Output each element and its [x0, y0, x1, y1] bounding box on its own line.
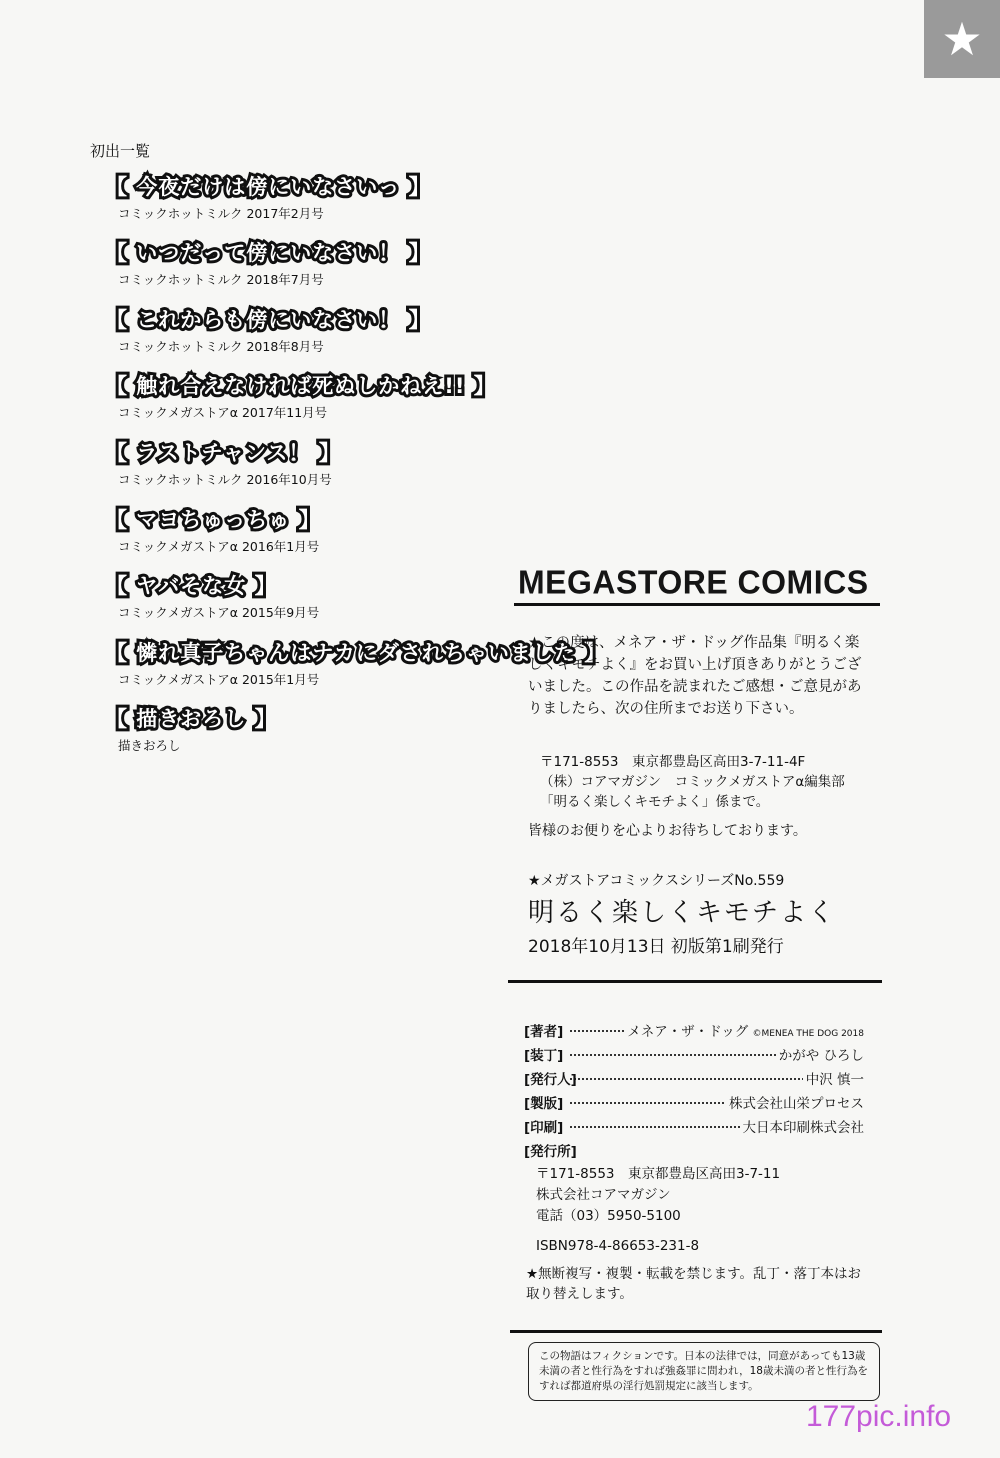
address-line: （株）コアマガジン コミックメガストアα編集部 [540, 774, 845, 790]
list-item [100, 371, 502, 421]
credit-row [524, 1044, 864, 1068]
story-source: コミックメガストアα 2015年1月号 [118, 672, 320, 687]
story-source: コミックホットミルク 2016年10月号 [118, 472, 332, 487]
address-line: 「明るく楽しくキモチよく」係まで。 [540, 794, 770, 810]
wait-message: 皆様のお便りを心よりお待ちしております。 [528, 823, 807, 839]
copyright-notice: ★無断複写・複製・転載を禁じます。乱丁・落丁本はお取り替えします。 [526, 1266, 862, 1302]
corner-star-icon: ★ [924, 0, 1000, 78]
list-item [100, 438, 347, 488]
credit-row [524, 1068, 864, 1092]
story-source: 描きおろし [118, 738, 181, 753]
brand-logo: MEGASTORE COMICS [518, 563, 869, 601]
list-item [100, 172, 437, 222]
credit-value: 大日本印刷株式会社 [740, 1116, 865, 1136]
credit-label: [発行人] [524, 1072, 577, 1088]
story-title: 【 ラストチャンス！ 】 [106, 441, 341, 465]
credit-row [524, 1116, 864, 1140]
story-title: 【 マヨちゅっちゅ 】 [106, 508, 321, 532]
credit-value: 中沢 慎一 [803, 1068, 864, 1088]
list-item [100, 571, 319, 621]
list-item [100, 238, 437, 288]
publisher-phone: 電話（03）5950-5100 [536, 1208, 681, 1224]
credit-value: 株式会社山栄プロセス [726, 1092, 864, 1112]
credits-list [524, 1020, 864, 1140]
publisher-address: 〒171-8553 東京都豊島区高田3-7-11 [536, 1166, 781, 1182]
list-item [100, 704, 283, 754]
story-title: 【 触れ合えなければ死ぬしかねえ!! 】 [106, 374, 496, 398]
mail-address [540, 752, 880, 812]
story-title: 【 いつだって傍にいなさい！ 】 [106, 241, 431, 265]
story-title: 【 描きおろし 】 [106, 707, 277, 731]
credit-label: [製版] [524, 1096, 564, 1112]
credit-row [524, 1020, 864, 1044]
divider [508, 980, 882, 983]
story-title: 【 今夜だけは傍にいなさいっ 】 [106, 175, 431, 199]
credit-row [524, 1092, 864, 1116]
publish-date: 2018年10月13日 初版第1刷発行 [528, 937, 784, 957]
address-line: 〒171-8553 東京都豊島区高田3-7-11-4F [540, 754, 806, 770]
credit-value: メネア・ザ・ドッグ ©MENEA THE DOG 2018 [624, 1020, 864, 1040]
first-appearance-heading: 初出一覧 [90, 142, 151, 160]
publisher-label: [発行所] [524, 1144, 577, 1160]
book-title: 明るく楽しくキモチよく [528, 898, 837, 928]
story-source: コミックホットミルク 2018年8月号 [118, 339, 324, 354]
credit-label: [著者] [524, 1024, 564, 1040]
divider [514, 603, 880, 606]
list-item [100, 505, 327, 555]
isbn: ISBN978-4-86653-231-8 [536, 1238, 700, 1254]
divider [510, 1330, 882, 1333]
story-source: コミックメガストアα 2017年11月号 [118, 405, 328, 420]
copyright-note: ©MENEA THE DOG 2018 [752, 1029, 864, 1039]
story-source: コミックメガストアα 2016年1月号 [118, 539, 320, 554]
story-title: 【 憐れ真子ちゃんはナカにダされちゃいました 】 [106, 641, 607, 665]
thank-you-message: ★この度は、メネア・ザ・ドッグ作品集『明るく楽しくキモチよく』をお買い上げ頂きありがとうございました。この作品を読まれたご感想・ご意見がありましたら、次の住所までお送り下さい。 [528, 635, 862, 717]
credit-label: [装丁] [524, 1048, 564, 1064]
story-source: コミックホットミルク 2017年2月号 [118, 206, 324, 221]
story-title: 【 これからも傍にいなさい！ 】 [106, 308, 431, 332]
story-source: コミックメガストアα 2015年9月号 [118, 605, 320, 620]
credit-value: かがや ひろし [776, 1044, 864, 1064]
story-source: コミックホットミルク 2018年7月号 [118, 272, 324, 287]
publisher-name: 株式会社コアマガジン [536, 1187, 671, 1203]
series-number: ★メガストアコミックスシリーズNo.559 [528, 873, 785, 889]
credit-label: [印刷] [524, 1120, 564, 1136]
watermark: 177pic.info [806, 1400, 952, 1433]
publisher-info [536, 1164, 780, 1227]
list-item [100, 305, 437, 355]
story-title: 【 ヤバそな女 】 [106, 574, 277, 598]
fiction-disclaimer: この物語はフィクションです。日本の法律では，同意があっても13歳未満の者と性行為をすれば強姦罪に問われ，18歳未満の者と性行為をすれば都道府県の淫行処罰規定に該当します。 [528, 1342, 880, 1401]
